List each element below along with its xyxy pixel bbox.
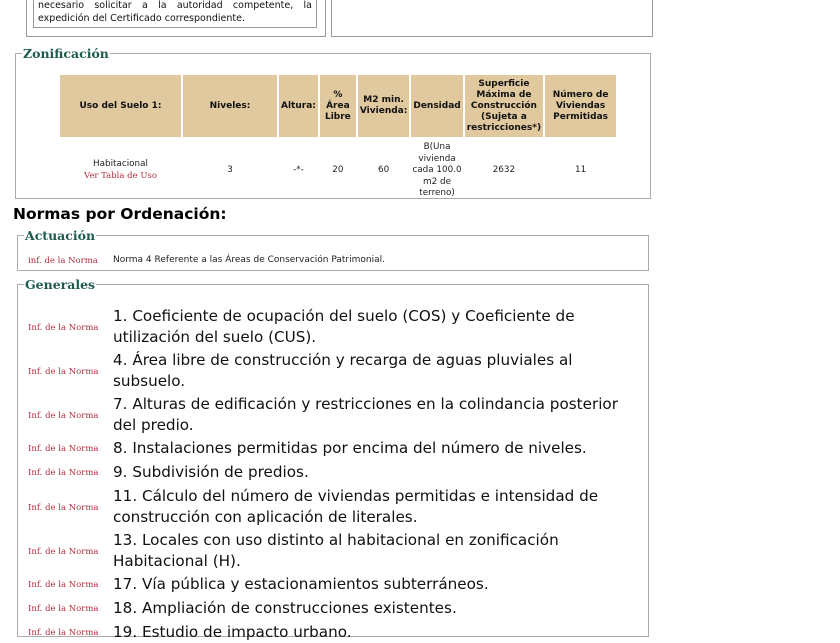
top-notice-text: necesario solicitar a la autoridad competente, la expedición del Certificado correspondiente. [38,0,312,24]
norma-text: 13. Locales con uso distinto al habitacional en zonificación Habitacional (H). [113,531,559,570]
cell-viviendas: 11 [574,165,587,175]
norma-info-link[interactable]: Inf. de la Norma [28,503,99,513]
norma-text: 7. Alturas de edificación y restricciones en la colindancia posterior del predio. [113,395,618,434]
header-uso-suelo: Uso del Suelo 1: [60,75,181,137]
header-area-libre: % Área Libre [320,75,356,137]
cell-niveles: 3 [227,165,233,175]
cell-superficie: 2632 [492,165,516,175]
top-notice-inner [33,0,317,28]
header-niveles: Niveles: [183,75,277,137]
header-altura: Altura: [279,75,318,137]
cell-m2-min: 60 [378,165,390,175]
cell-altura: -*- [293,165,304,175]
norma-text: 17. Vía pública y estacionamientos subterráneos. [113,575,489,593]
norma-info-link[interactable]: Inf. de la Norma [28,468,99,478]
header-m2-min: M2 min. Vivienda: [358,75,409,137]
norma-info-link[interactable]: Inf. de la Norma [28,444,99,454]
top-right-box [331,0,653,37]
norma-info-link[interactable]: Inf. de la Norma [28,323,99,333]
uso-value: Habitacional [93,159,148,170]
norma-info-link[interactable]: Inf. de la Norma [28,580,99,590]
actuacion-section [17,228,649,271]
cell-densidad: B(Una vivienda cada 100.0 m2 de terreno) [412,142,462,198]
norma-text: 18. Ampliación de construcciones existentes. [113,599,457,617]
generales-section [17,277,649,641]
ver-tabla-uso-link[interactable]: Ver Tabla de Uso [84,170,157,181]
norma-info-link[interactable]: Inf. de la Norma [28,547,99,557]
actuacion-norma-text: Norma 4 Referente a las Áreas de Conservación Patrimonial. [113,255,385,265]
norma-text: 19. Estudio de impacto urbano. [113,623,352,641]
actuacion-norma-link[interactable]: inf. de la Norma [28,256,98,266]
zonificacion-data-row [60,137,616,201]
zonificacion-legend: Zonificación [23,46,109,61]
top-notice-box [26,0,326,37]
cell-area-libre: 20 [332,165,344,175]
zonificacion-section [15,46,651,199]
norma-text: 1. Coeficiente de ocupación del suelo (COS) y Coeficiente de utilización del suelo (CUS). [113,307,575,346]
normas-ordenacion-title: Normas por Ordenación: [13,205,227,223]
generales-legend: Generales [25,277,96,292]
header-superficie: Superficie Máxima de Construcción (Sujeta a restricciones*) [465,75,543,137]
zonificacion-header-row [60,75,616,137]
norma-text: 9. Subdivisión de predios. [113,463,309,481]
actuacion-legend: Actuación [25,228,96,243]
norma-text: 11. Cálculo del número de viviendas permitidas e intensidad de construcción con aplicación de literales. [113,487,599,526]
norma-info-link[interactable]: Inf. de la Norma [28,411,99,421]
header-viviendas: Número de Viviendas Permitidas [545,75,616,137]
header-densidad: Densidad [411,75,462,137]
norma-text: 4. Área libre de construcción y recarga de aguas pluviales al subsuelo. [113,351,573,390]
norma-info-link[interactable]: Inf. de la Norma [28,628,99,638]
cell-uso [60,137,181,201]
norma-text: 8. Instalaciones permitidas por encima del número de niveles. [113,439,587,457]
zonificacion-table [58,75,618,201]
norma-info-link[interactable]: Inf. de la Norma [28,604,99,614]
norma-info-link[interactable]: Inf. de la Norma [28,367,99,377]
